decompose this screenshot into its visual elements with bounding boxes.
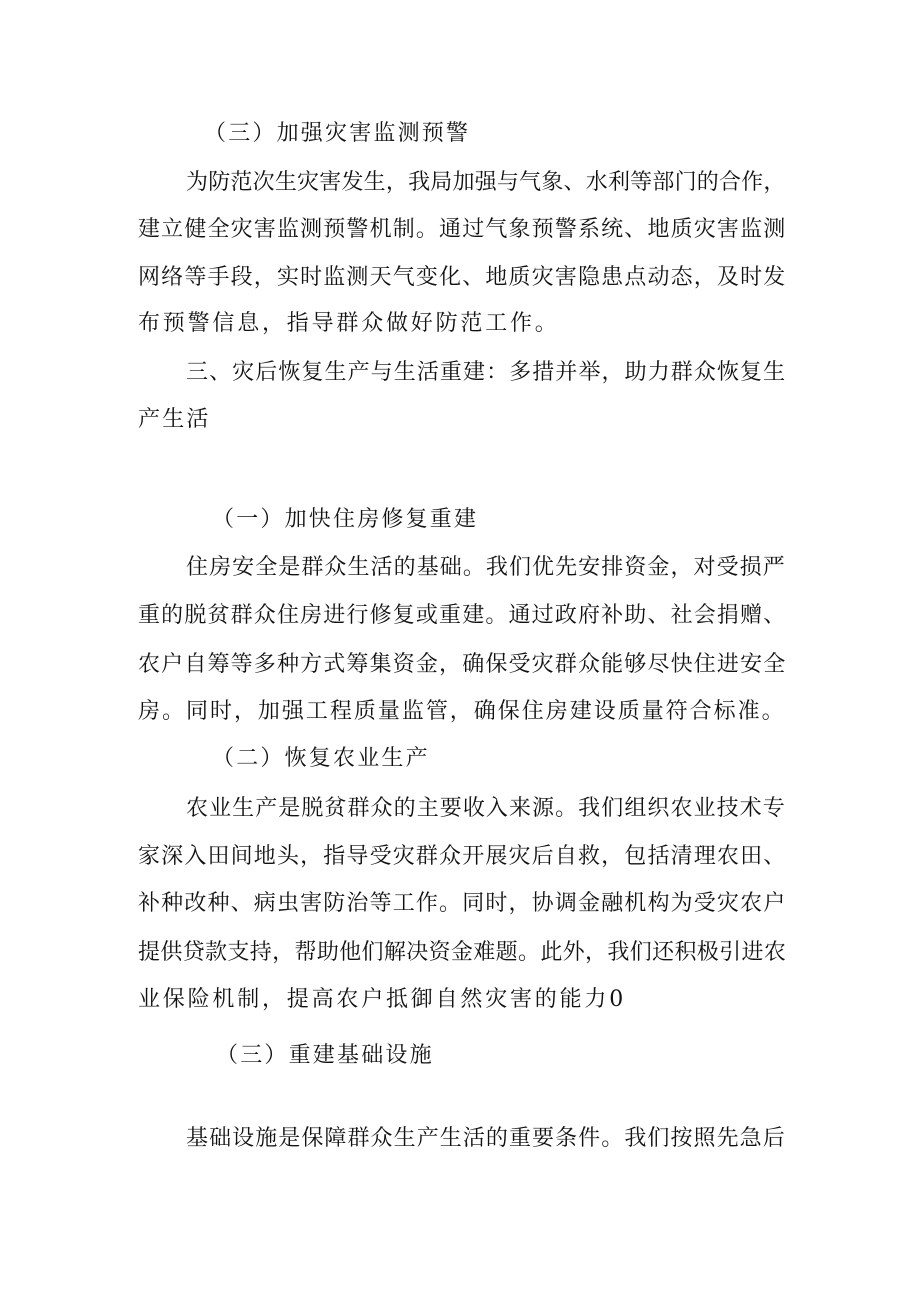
paragraph-line: 农业生产是脱贫群众的主要收入来源。我们组织农业技术专 [186, 796, 786, 821]
paragraph-line: 补种改种、病虫害防治等工作。同时，协调金融机构为受灾农户 [138, 891, 787, 916]
paragraph-line: 基础设施是保障群众生产生活的重要条件。我们按照先急后 [186, 1126, 786, 1151]
chapter-heading-recovery: 三、灾后恢复生产与生活重建：多措并举，助力群众恢复生 [186, 360, 787, 385]
section-heading-infrastructure: （三）重建基础设施 [216, 1043, 434, 1068]
paragraph-line: 重的脱贫群众住房进行修复或重建。通过政府补助、社会捐赠、 [138, 603, 787, 628]
section-heading-monitoring: （三）加强灾害监测预警 [204, 121, 471, 146]
paragraph-line: 网络等手段，实时监测天气变化、地质灾害隐患点动态，及时发 [138, 265, 787, 290]
section-heading-housing: （一）加快住房修复重建 [212, 507, 479, 532]
paragraph-line: 房。同时，加强工程质量监管，确保住房建设质量符合标准。 [138, 699, 786, 724]
section-heading-agriculture: （二）恢复农业生产 [212, 746, 430, 771]
paragraph-line: 为防范次生灾害发生，我局加强与气象、水利等部门的合作， [186, 170, 786, 195]
paragraph-line: 家深入田间地头，指导受灾群众开展灾后自救，包括清理农田、 [138, 844, 787, 869]
paragraph-line: 业保险机制，提高农户抵御自然灾害的能力0 [138, 987, 626, 1012]
paragraph-line: 建立健全灾害监测预警机制。通过气象预警系统、地质灾害监测 [138, 217, 787, 242]
paragraph-line: 提供贷款支持，帮助他们解决资金难题。此外，我们还积极引进农 [138, 940, 787, 965]
paragraph-line: 住房安全是群众生活的基础。我们优先安排资金，对受损严 [186, 555, 786, 580]
chapter-heading-recovery-cont: 产生活 [138, 407, 211, 432]
paragraph-line: 布预警信息，指导群众做好防范工作。 [138, 311, 560, 336]
paragraph-line: 农户自筹等多种方式筹集资金，确保受灾群众能够尽快住进安全 [138, 652, 787, 677]
